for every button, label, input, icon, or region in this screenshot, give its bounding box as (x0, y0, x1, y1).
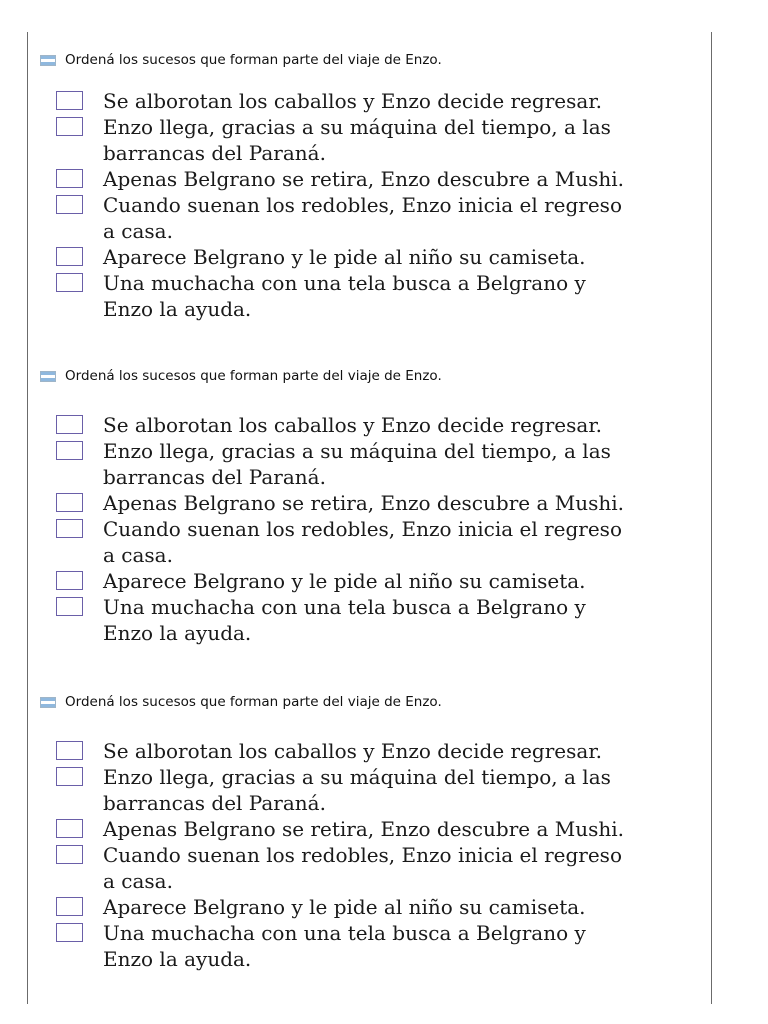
event-text: Apenas Belgrano se retira, Enzo descubre a Mushi. (103, 167, 624, 191)
event-text-continued: a casa. (103, 543, 173, 567)
left-margin-line (27, 346, 28, 674)
order-checkbox[interactable] (56, 897, 83, 916)
order-checkbox[interactable] (56, 493, 83, 512)
list-item (56, 438, 696, 490)
list-item (56, 166, 696, 192)
list-item (56, 412, 696, 438)
instruction-text: Ordená los sucesos que forman parte del viaje de Enzo. (65, 52, 442, 68)
list-item (56, 568, 696, 594)
list-item (56, 270, 696, 322)
order-checkbox[interactable] (56, 819, 83, 838)
list-item (56, 192, 696, 244)
event-text-continued: barrancas del Paraná. (103, 791, 326, 815)
list-item (56, 816, 696, 842)
order-checkbox[interactable] (56, 195, 83, 214)
event-text: Una muchacha con una tela busca a Belgrano y (103, 271, 586, 295)
list-item (56, 738, 696, 764)
event-list (56, 738, 696, 972)
event-text: Aparece Belgrano y le pide al niño su camiseta. (103, 895, 586, 919)
event-text: Una muchacha con una tela busca a Belgrano y (103, 921, 586, 945)
order-checkbox[interactable] (56, 571, 83, 590)
order-checkbox[interactable] (56, 91, 83, 110)
event-text: Cuando suenan los redobles, Enzo inicia el regreso (103, 843, 622, 867)
list-item (56, 894, 696, 920)
list-item (56, 516, 696, 568)
event-text: Enzo llega, gracias a su máquina del tiempo, a las (103, 439, 611, 463)
event-text-continued: Enzo la ayuda. (103, 947, 252, 971)
event-text: Apenas Belgrano se retira, Enzo descubre a Mushi. (103, 491, 624, 515)
list-item (56, 114, 696, 166)
event-text: Enzo llega, gracias a su máquina del tiempo, a las (103, 765, 611, 789)
order-checkbox[interactable] (56, 247, 83, 266)
order-checkbox[interactable] (56, 767, 83, 786)
list-item (56, 920, 696, 972)
event-text-continued: barrancas del Paraná. (103, 465, 326, 489)
event-text: Se alborotan los caballos y Enzo decide regresar. (103, 739, 603, 763)
order-checkbox[interactable] (56, 923, 83, 942)
instruction-heading (40, 50, 442, 70)
event-text: Enzo llega, gracias a su máquina del tiempo, a las (103, 115, 611, 139)
list-item (56, 244, 696, 270)
flag-icon (40, 697, 56, 708)
event-text-continued: a casa. (103, 869, 173, 893)
left-margin-line (27, 32, 28, 346)
right-margin-line (711, 674, 712, 1004)
instruction-text: Ordená los sucesos que forman parte del viaje de Enzo. (65, 368, 442, 384)
list-item (56, 764, 696, 816)
instruction-heading (40, 692, 442, 712)
right-margin-line (711, 32, 712, 346)
order-checkbox[interactable] (56, 845, 83, 864)
instruction-text: Ordená los sucesos que forman parte del viaje de Enzo. (65, 694, 442, 710)
flag-icon (40, 55, 56, 66)
event-text: Se alborotan los caballos y Enzo decide regresar. (103, 89, 603, 113)
event-text: Cuando suenan los redobles, Enzo inicia el regreso (103, 193, 622, 217)
list-item (56, 594, 696, 646)
event-text: Cuando suenan los redobles, Enzo inicia el regreso (103, 517, 622, 541)
event-text-continued: Enzo la ayuda. (103, 621, 252, 645)
list-item (56, 88, 696, 114)
order-checkbox[interactable] (56, 273, 83, 292)
order-checkbox[interactable] (56, 117, 83, 136)
left-margin-line (27, 674, 28, 1004)
order-checkbox[interactable] (56, 741, 83, 760)
event-text-continued: a casa. (103, 219, 173, 243)
event-text: Aparece Belgrano y le pide al niño su camiseta. (103, 569, 586, 593)
event-text-continued: Enzo la ayuda. (103, 297, 252, 321)
list-item (56, 490, 696, 516)
order-checkbox[interactable] (56, 169, 83, 188)
order-checkbox[interactable] (56, 441, 83, 460)
order-checkbox[interactable] (56, 415, 83, 434)
flag-icon (40, 371, 56, 382)
event-text: Apenas Belgrano se retira, Enzo descubre a Mushi. (103, 817, 624, 841)
event-text-continued: barrancas del Paraná. (103, 141, 326, 165)
event-text: Una muchacha con una tela busca a Belgrano y (103, 595, 586, 619)
order-checkbox[interactable] (56, 519, 83, 538)
instruction-heading (40, 366, 442, 386)
right-margin-line (711, 346, 712, 674)
event-list (56, 412, 696, 646)
event-list (56, 88, 696, 322)
list-item (56, 842, 696, 894)
order-checkbox[interactable] (56, 597, 83, 616)
event-text: Se alborotan los caballos y Enzo decide regresar. (103, 413, 603, 437)
event-text: Aparece Belgrano y le pide al niño su camiseta. (103, 245, 586, 269)
